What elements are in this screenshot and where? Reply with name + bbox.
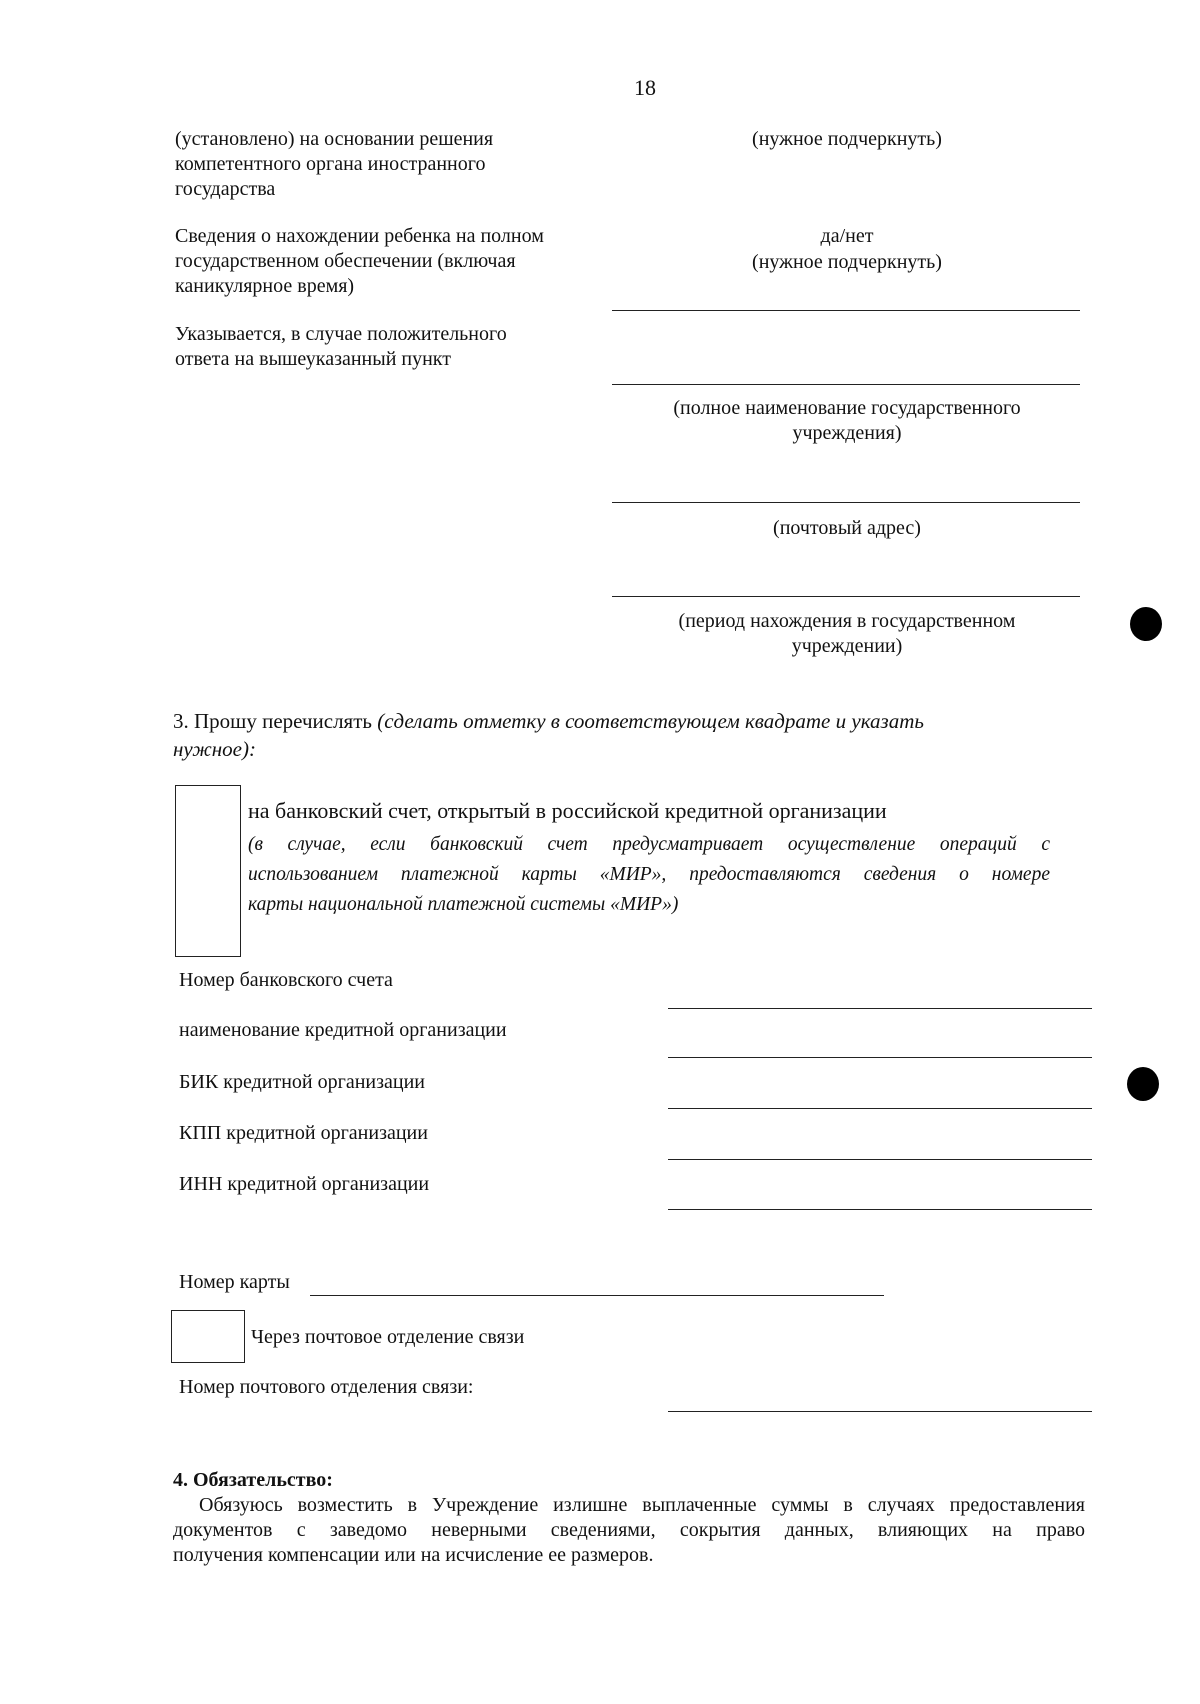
bank-account-checkbox[interactable] bbox=[175, 785, 241, 957]
section4-text-line1: Обязуюсь возместить в Учреждение излишне выплаченные суммы в случаях предоставления bbox=[199, 1494, 1085, 1516]
foreign-decision-label bbox=[175, 127, 615, 202]
post-option-label: Через почтовое отделение связи bbox=[251, 1326, 525, 1348]
post-office-number-field[interactable] bbox=[668, 1411, 1092, 1412]
institution-name-caption bbox=[612, 396, 1082, 446]
section3-heading-italic-line1: (сделать отметку в соответствующем квадрате и указать bbox=[377, 709, 924, 733]
credit-org-bik-label: БИК кредитной организации bbox=[179, 1071, 425, 1093]
postal-address-caption: (почтовый адрес) bbox=[773, 517, 921, 539]
bank-account-number-field[interactable] bbox=[668, 1008, 1092, 1009]
page-number: 18 bbox=[634, 75, 656, 100]
bank-option-note bbox=[248, 830, 1050, 920]
section4-text bbox=[173, 1493, 1085, 1568]
state-support-value[interactable]: да/нет bbox=[820, 225, 874, 247]
bank-option-note-line2: использованием платежной карты «МИР», предоставляются сведения о номере bbox=[248, 864, 1050, 885]
if-positive-label-line2: ответа на вышеуказанный пункт bbox=[175, 348, 451, 370]
post-office-checkbox[interactable] bbox=[171, 1310, 245, 1363]
stay-period-line[interactable] bbox=[612, 596, 1080, 597]
state-support-label-line3: каникулярное время) bbox=[175, 275, 355, 297]
credit-org-name-label: наименование кредитной организации bbox=[179, 1019, 507, 1041]
state-support-label-line1: Сведения о нахождении ребенка на полном bbox=[175, 225, 544, 247]
state-support-label bbox=[175, 224, 615, 299]
bank-option-note-line3: карты национальной платежной системы «МИР») bbox=[248, 894, 679, 915]
stay-period-caption-line2: учреждении) bbox=[791, 635, 903, 657]
binder-punch-hole-bottom bbox=[1127, 1067, 1159, 1101]
credit-org-name-field[interactable] bbox=[668, 1057, 1092, 1058]
foreign-decision-label-line2: компетентного органа иностранного bbox=[175, 153, 486, 175]
credit-org-kpp-field[interactable] bbox=[668, 1159, 1092, 1160]
state-support-hint: (нужное подчеркнуть) bbox=[752, 251, 942, 273]
credit-org-inn-label: ИНН кредитной организации bbox=[179, 1173, 430, 1195]
foreign-decision-label-line1: (установлено) на основании решения bbox=[175, 128, 494, 150]
section3-heading-line1 bbox=[173, 707, 1073, 735]
institution-name-caption-line1: (полное наименование государственного bbox=[673, 397, 1021, 419]
if-positive-label-line1: Указывается, в случае положительного bbox=[175, 323, 507, 345]
section3-heading-italic-line2: нужное): bbox=[173, 737, 256, 761]
postal-address-line[interactable] bbox=[612, 502, 1080, 503]
section4-heading: 4. Обязательство: bbox=[173, 1469, 333, 1491]
credit-org-inn-field[interactable] bbox=[668, 1209, 1092, 1210]
bank-option-note-line1: (в случае, если банковский счет предусматривает осуществление операций с bbox=[248, 834, 1050, 855]
section4-text-line3: получения компенсации или на исчисление ее размеров. bbox=[173, 1544, 654, 1566]
section4-text-line2: документов с заведомо неверными сведениями, сокрытия данных, влияющих на право bbox=[173, 1519, 1085, 1541]
binder-punch-hole-top bbox=[1130, 607, 1162, 641]
credit-org-bik-field[interactable] bbox=[668, 1108, 1092, 1109]
card-number-label: Номер карты bbox=[179, 1271, 290, 1293]
bank-option-title: на банковский счет, открытый в российской кредитной организации bbox=[248, 798, 887, 823]
card-number-field[interactable] bbox=[310, 1295, 884, 1296]
if-positive-label bbox=[175, 322, 615, 372]
bank-account-number-label: Номер банковского счета bbox=[179, 969, 393, 991]
state-support-label-line2: государственном обеспечении (включая bbox=[175, 250, 516, 272]
section3-heading bbox=[173, 707, 1073, 763]
institution-name-line[interactable] bbox=[612, 384, 1080, 385]
institution-name-caption-line2: учреждения) bbox=[792, 422, 902, 444]
foreign-decision-label-line3: государства bbox=[175, 178, 276, 200]
foreign-decision-hint: (нужное подчеркнуть) bbox=[752, 128, 942, 150]
stay-period-caption bbox=[612, 609, 1082, 659]
credit-org-kpp-label: КПП кредитной организации bbox=[179, 1122, 428, 1144]
section3-heading-plain: 3. Прошу перечислять bbox=[173, 709, 378, 733]
post-office-number-label: Номер почтового отделения связи: bbox=[179, 1376, 474, 1398]
stay-period-caption-line1: (период нахождения в государственном bbox=[678, 610, 1016, 632]
state-support-answer-line[interactable] bbox=[612, 310, 1080, 311]
